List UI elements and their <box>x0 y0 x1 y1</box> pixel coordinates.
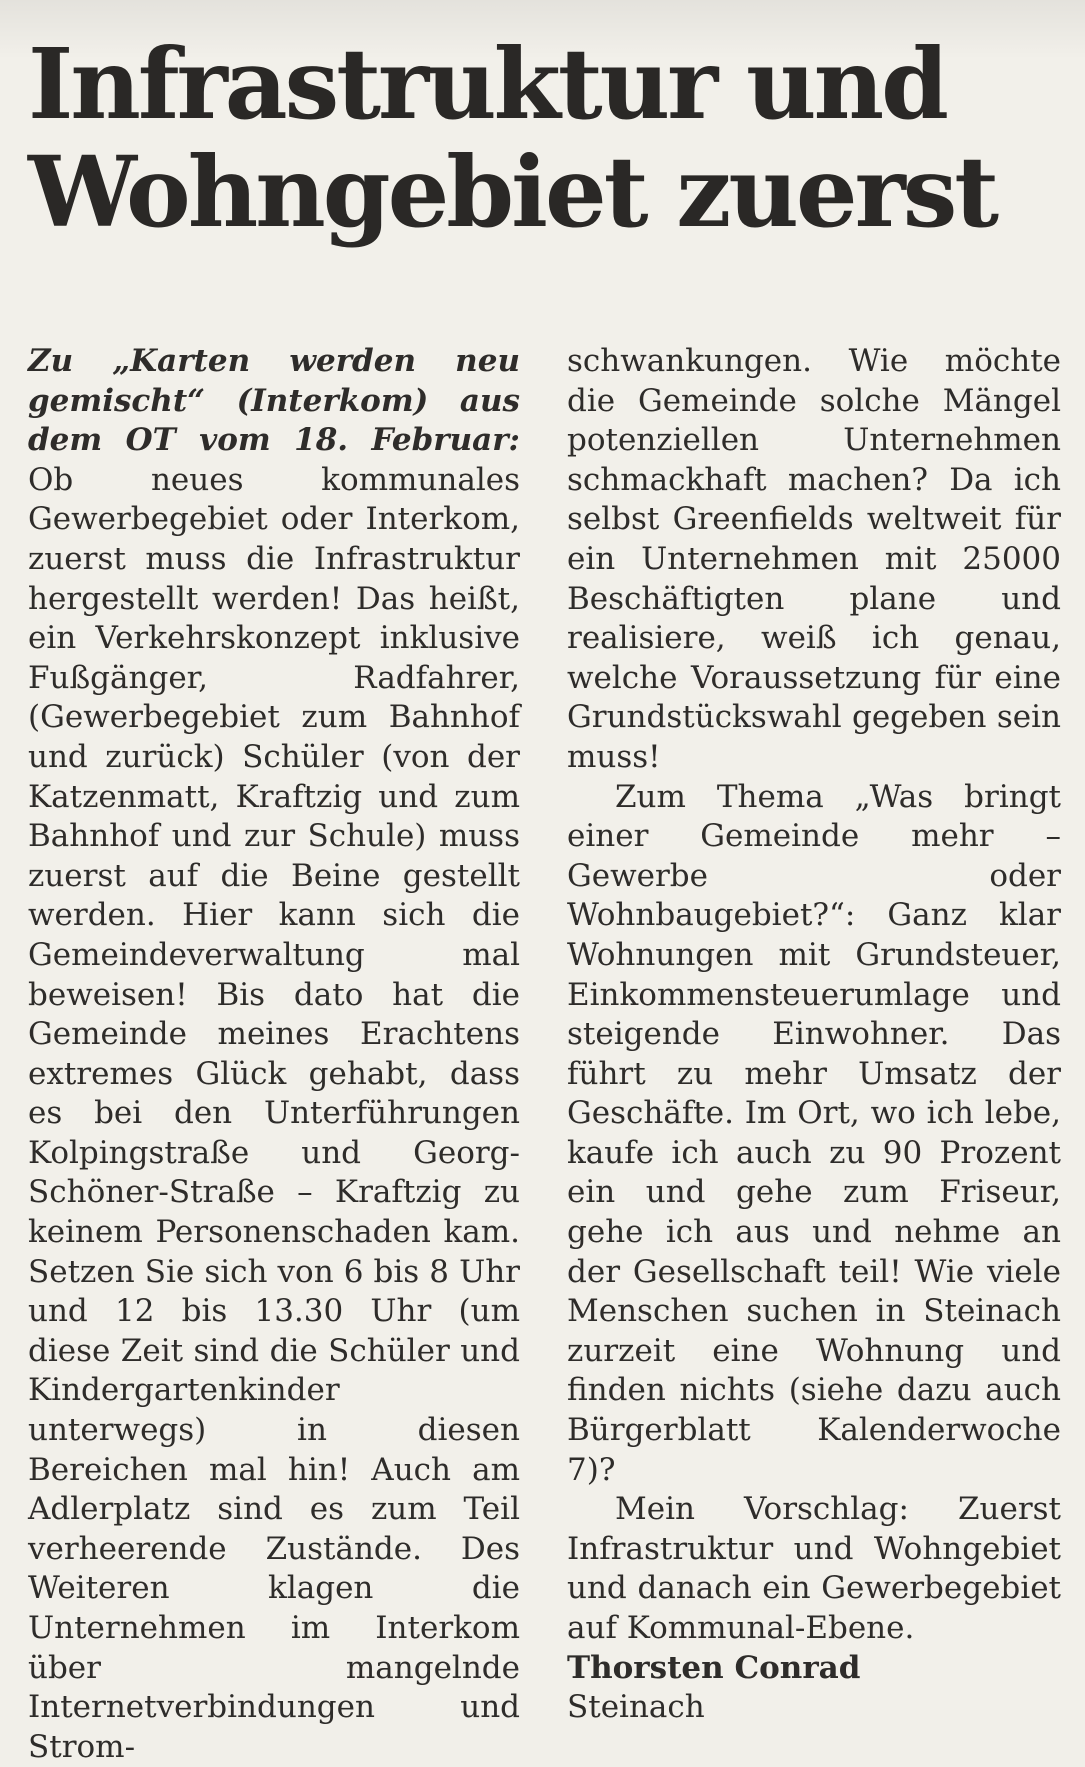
signature <box>567 1649 1061 1728</box>
letter-paragraph-2: Zum Thema „Was bringt einer Gemeinde mehr – Gewerbe oder Wohnbaugebiet?“: Ganz klar Wohnungen mit Grundsteuer, Einkommensteuerumlage und steigende Einwohner. Das führt zu mehr Umsatz der Geschäfte. Im Ort, wo ich lebe, kaufe ich auch zu 90 Prozent ein und gehe zum Friseur, gehe ich aus und nehme an der Gesellschaft teil! Wie viele Menschen suchen in Steinach zurzeit eine Wohnung und finden nichts (siehe dazu auch Bürgerblatt Kalenderwoche 7)? <box>567 778 1061 1488</box>
letter-paragraph-1 <box>28 342 520 1767</box>
letter-paragraph-3: Mein Vorschlag: Zuerst Infrastruktur und Wohngebiet und danach ein Gewerbegebiet auf Kommunal-Ebene. <box>567 1491 1061 1646</box>
author-name: Thorsten Conrad <box>567 1649 861 1686</box>
letter-paragraph-continued: schwankungen. Wie möchte die Gemeinde solche Mängel potenziellen Unternehmen schmackhaft machen? Da ich selbst Greenfields weltweit für ein Unternehmen mit 25000 Beschäftigten plane und realisiere, weiß ich genau, welche Voraussetzung für eine Grundstückswahl gegeben sein muss! <box>567 343 1061 775</box>
headline-line-2: Wohngebiet zuerst <box>28 135 997 249</box>
letter-reference: Zu „Karten werden neu gemischt“ (Interkom) aus dem OT vom 18. Februar: <box>28 343 520 459</box>
letter-column-right <box>567 342 1061 1728</box>
author-location: Steinach <box>567 1689 705 1726</box>
letter-body-left: Ob neues kommunales Gewerbegebiet oder Interkom, zuerst muss die Infrastruktur hergestellt werden! Das heißt, ein Verkehrskonzept inklusive Fußgänger, Radfahrer, (Gewerbegebiet zum Bahnhof und zurück) Schüler (von der Katzenmatt, Kraftzig und zum Bahnhof und zur Schule) muss zuerst auf die Beine gestellt werden. Hier kann sich die Gemeindeverwaltung mal beweisen! Bis dato hat die Gemeinde meines Erachtens extremes Glück gehabt, dass es bei den Unterführungen Kolpingstraße und Georg-Schöner-Straße – Kraftzig zu keinem Personenschaden kam. Setzen Sie sich von 6 bis 8 Uhr und 12 bis 13.30 Uhr (um diese Zeit sind die Schüler und Kindergartenkinder unterwegs) in diesen Bereichen mal hin! Auch am Adlerplatz sind es zum Teil verheerende Zustände. Des Weiteren klagen die Unternehmen im Interkom über mangelnde Internetverbindungen und Strom- <box>28 461 520 1765</box>
letter-column-left <box>28 342 520 1767</box>
headline <box>28 27 1068 249</box>
headline-line-1: Infrastruktur und <box>28 27 946 141</box>
